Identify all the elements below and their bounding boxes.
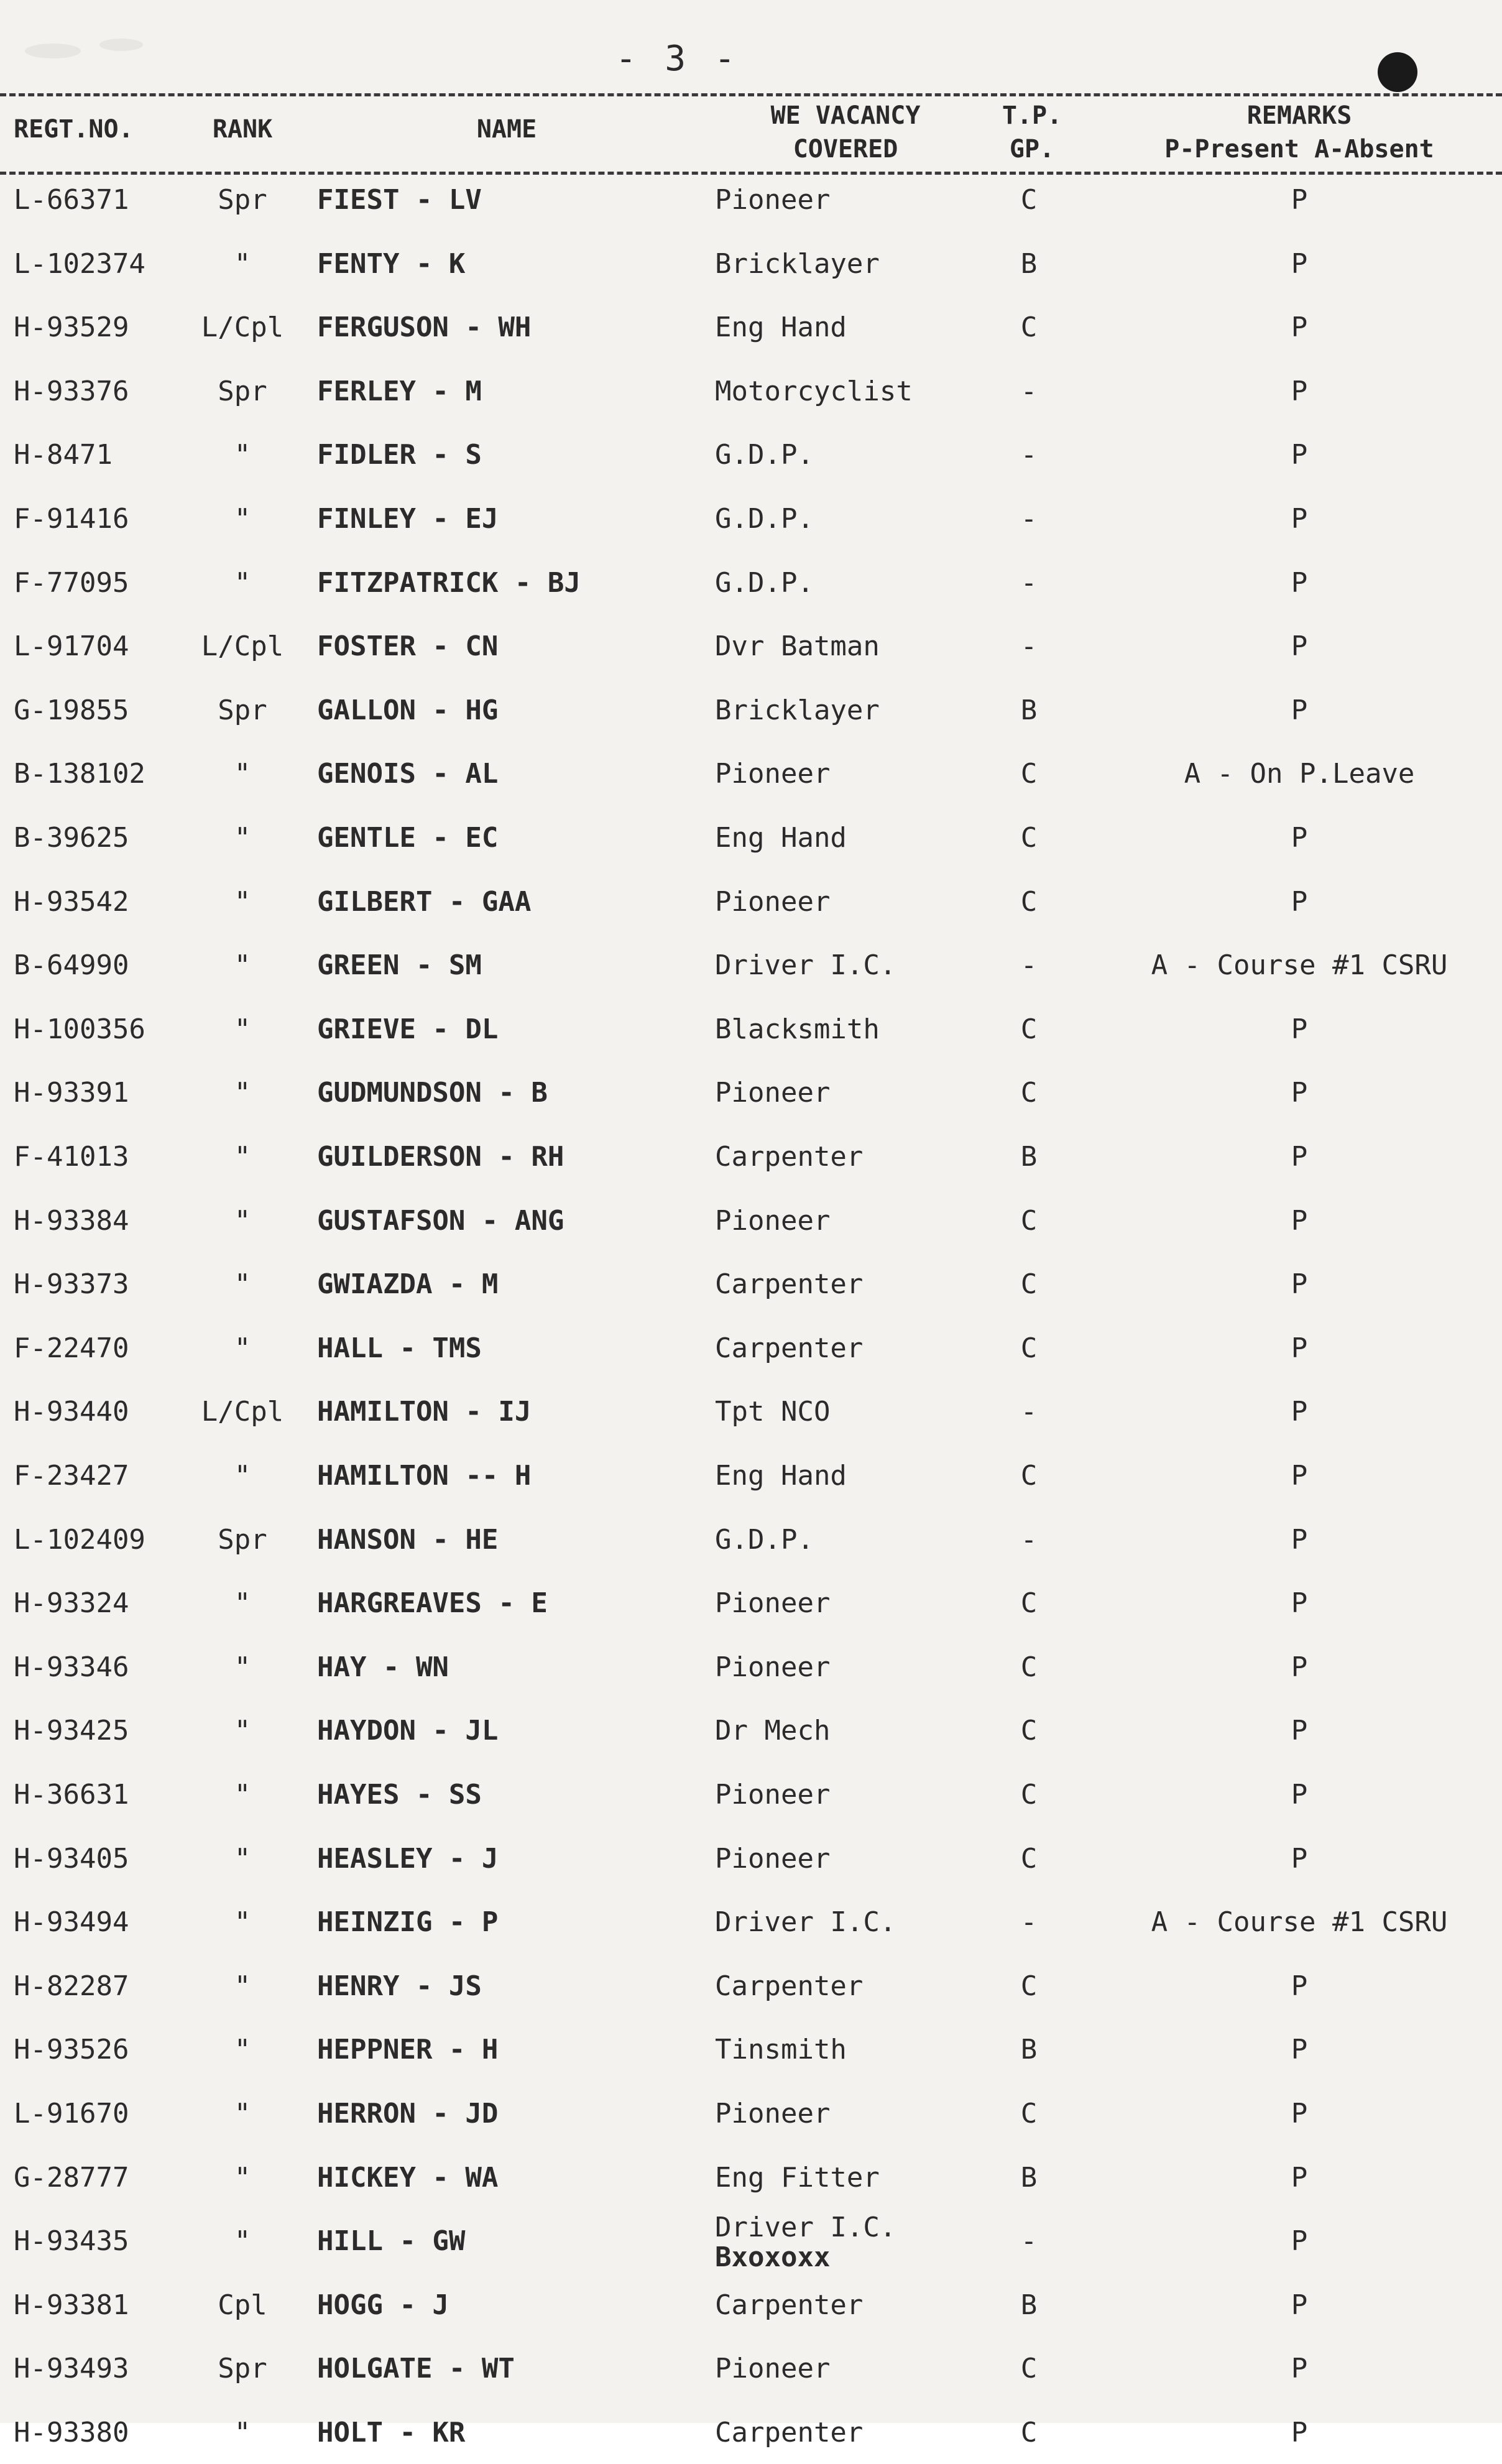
remarks-cell: P: [1291, 1779, 1308, 1811]
remarks-cell: P: [1291, 2225, 1308, 2257]
table-row: [0, 1317, 1502, 1380]
name-cell: HOLGATE - WT: [317, 2353, 515, 2384]
regt-no-cell: F-91416: [14, 503, 129, 535]
vacancy-cell: Blacksmith: [715, 1013, 880, 1045]
regt-no-cell: H-93346: [14, 1651, 129, 1683]
table-row: [0, 1955, 1502, 2018]
tp-group-cell: C: [1020, 311, 1038, 343]
regt-no-cell: B-138102: [14, 758, 145, 790]
regt-no-cell: H-93494: [14, 1906, 129, 1938]
tp-group-cell: -: [1020, 2225, 1038, 2257]
vacancy-cell: Carpenter: [715, 1332, 864, 1364]
name-cell: GILBERT - GAA: [317, 886, 532, 918]
remarks-cell: P: [1291, 2034, 1308, 2065]
vacancy-cell: Driver I.C.: [715, 1906, 896, 1938]
rank-cell: ": [234, 1141, 251, 1173]
regt-no-cell: H-100356: [14, 1013, 145, 1045]
regt-no-cell: F-41013: [14, 1141, 129, 1173]
rank-cell: ": [234, 1715, 251, 1746]
header-vacancy-line1: WE VACANCY: [770, 101, 921, 130]
rank-cell: ": [234, 248, 251, 280]
vacancy-cell: Pioneer: [715, 1843, 831, 1875]
vacancy-cell: Bricklayer: [715, 248, 880, 280]
rank-cell: ": [234, 2225, 251, 2257]
table-row: [0, 2402, 1502, 2464]
name-cell: HEPPNER - H: [317, 2034, 499, 2065]
tp-group-cell: C: [1020, 1013, 1038, 1045]
name-cell: GWIAZDA - M: [317, 1268, 499, 1300]
table-row: [0, 999, 1502, 1061]
table-row: [0, 2274, 1502, 2337]
regt-no-cell: H-93529: [14, 311, 129, 343]
table-row: [0, 2147, 1502, 2209]
name-cell: HOGG - J: [317, 2289, 449, 2321]
table-row: [0, 807, 1502, 869]
vacancy-cell: Dvr Batman: [715, 630, 880, 662]
vacancy-cell: Pioneer: [715, 1077, 831, 1109]
name-cell: HALL - TMS: [317, 1332, 482, 1364]
header-top-rule: [0, 93, 1502, 96]
tp-group-cell: C: [1020, 886, 1038, 918]
regt-no-cell: H-93384: [14, 1205, 129, 1237]
regt-no-cell: L-91704: [14, 630, 129, 662]
name-cell: FOSTER - CN: [317, 630, 499, 662]
vacancy-cell: G.D.P.: [715, 503, 814, 535]
remarks-cell: P: [1291, 248, 1308, 280]
table-row: [0, 1891, 1502, 1954]
rank-cell: Spr: [218, 694, 267, 726]
regt-no-cell: H-93526: [14, 2034, 129, 2065]
table-row: [0, 233, 1502, 295]
name-cell: GENTLE - EC: [317, 822, 499, 854]
remarks-cell: P: [1291, 1651, 1308, 1683]
vacancy-cell: Dr Mech: [715, 1715, 831, 1746]
regt-no-cell: H-93324: [14, 1587, 129, 1619]
rank-cell: ": [234, 1205, 251, 1237]
name-cell: HAMILTON -- H: [317, 1460, 532, 1492]
table-row: [0, 297, 1502, 359]
vacancy-cell: G.D.P.: [715, 439, 814, 471]
tp-group-cell: -: [1020, 949, 1038, 981]
table-row: [0, 2210, 1502, 2273]
rank-cell: ": [234, 1013, 251, 1045]
rank-cell: ": [234, 1843, 251, 1875]
name-cell: HENRY - JS: [317, 1970, 482, 2002]
name-cell: GUILDERSON - RH: [317, 1141, 564, 1173]
rank-cell: Spr: [218, 184, 267, 216]
tp-group-cell: -: [1020, 1396, 1038, 1428]
name-cell: GENOIS - AL: [317, 758, 499, 790]
remarks-cell: P: [1291, 1587, 1308, 1619]
rank-cell: ": [234, 822, 251, 854]
rank-cell: Spr: [218, 1524, 267, 1556]
regt-no-cell: H-93380: [14, 2417, 129, 2448]
name-cell: FIDLER - S: [317, 439, 482, 471]
regt-no-cell: H-36631: [14, 1779, 129, 1811]
rank-cell: ": [234, 1077, 251, 1109]
vacancy-cell: Pioneer: [715, 1779, 831, 1811]
tp-group-cell: B: [1020, 2289, 1038, 2321]
vacancy-cell: Pioneer: [715, 758, 831, 790]
rank-cell: ": [234, 1460, 251, 1492]
name-cell: HEASLEY - J: [317, 1843, 499, 1875]
tp-group-cell: C: [1020, 1715, 1038, 1746]
regt-no-cell: L-66371: [14, 184, 129, 216]
ink-blot: [1378, 52, 1417, 92]
regt-no-cell: L-102409: [14, 1524, 145, 1556]
remarks-cell: P: [1291, 1077, 1308, 1109]
remarks-cell: A - Course #1 CSRU: [1151, 1906, 1448, 1938]
tp-group-cell: B: [1020, 694, 1038, 726]
vacancy-cell: Pioneer: [715, 886, 831, 918]
rank-cell: L/Cpl: [201, 1396, 284, 1428]
rank-cell: Cpl: [218, 2289, 267, 2321]
name-cell: HARGREAVES - E: [317, 1587, 548, 1619]
remarks-cell: P: [1291, 2353, 1308, 2384]
rank-cell: ": [234, 758, 251, 790]
name-cell: FERLEY - M: [317, 376, 482, 407]
table-row: [0, 552, 1502, 614]
remarks-cell: P: [1291, 184, 1308, 216]
tp-group-cell: C: [1020, 184, 1038, 216]
regt-no-cell: H-93381: [14, 2289, 129, 2321]
name-cell: HAMILTON - IJ: [317, 1396, 532, 1428]
vacancy-cell: Carpenter: [715, 1970, 864, 2002]
rank-cell: ": [234, 886, 251, 918]
table-row: [0, 1445, 1502, 1507]
rank-cell: L/Cpl: [201, 311, 284, 343]
table-row: [0, 1253, 1502, 1316]
remarks-cell: P: [1291, 311, 1308, 343]
rank-cell: ": [234, 1651, 251, 1683]
table-row: [0, 361, 1502, 423]
tp-group-cell: C: [1020, 1077, 1038, 1109]
table-row: [0, 871, 1502, 933]
struck-out-text: Bxoxoxx: [715, 2241, 831, 2273]
table-row: [0, 1062, 1502, 1124]
vacancy-cell: Pioneer: [715, 184, 831, 216]
regt-no-cell: H-93405: [14, 1843, 129, 1875]
remarks-cell: P: [1291, 1460, 1308, 1492]
rank-cell: ": [234, 2162, 251, 2194]
rank-cell: ": [234, 2098, 251, 2129]
rank-cell: Spr: [218, 2353, 267, 2384]
vacancy-cell: G.D.P.: [715, 567, 814, 599]
page-number: - 3 -: [615, 39, 739, 79]
tp-group-cell: C: [1020, 1843, 1038, 1875]
name-cell: HEINZIG - P: [317, 1906, 499, 1938]
table-row: [0, 1126, 1502, 1188]
vacancy-cell: Driver I.C.: [715, 949, 896, 981]
paper-smudge: [25, 44, 81, 58]
regt-no-cell: B-64990: [14, 949, 129, 981]
regt-no-cell: L-91670: [14, 2098, 129, 2129]
rank-cell: L/Cpl: [201, 630, 284, 662]
name-cell: HOLT - KR: [317, 2417, 466, 2448]
rank-cell: ": [234, 439, 251, 471]
name-cell: FENTY - K: [317, 248, 466, 280]
remarks-cell: A - Course #1 CSRU: [1151, 949, 1448, 981]
name-cell: HANSON - HE: [317, 1524, 499, 1556]
table-row: [0, 424, 1502, 486]
tp-group-cell: C: [1020, 1970, 1038, 2002]
remarks-cell: P: [1291, 2289, 1308, 2321]
tp-group-cell: C: [1020, 1268, 1038, 1300]
tp-group-cell: C: [1020, 1651, 1038, 1683]
tp-group-cell: C: [1020, 758, 1038, 790]
name-cell: HAYDON - JL: [317, 1715, 499, 1746]
tp-group-cell: B: [1020, 2034, 1038, 2065]
tp-group-cell: C: [1020, 1779, 1038, 1811]
table-row: [0, 616, 1502, 678]
table-row: [0, 2338, 1502, 2400]
rank-cell: ": [234, 2417, 251, 2448]
name-cell: HILL - GW: [317, 2225, 466, 2257]
regt-no-cell: G-19855: [14, 694, 129, 726]
header-remarks-line2: P-Present A-Absent: [1164, 135, 1434, 164]
regt-no-cell: H-82287: [14, 1970, 129, 2002]
regt-no-cell: H-8471: [14, 439, 113, 471]
remarks-cell: P: [1291, 1843, 1308, 1875]
tp-group-cell: C: [1020, 1332, 1038, 1364]
remarks-cell: P: [1291, 2162, 1308, 2194]
remarks-cell: P: [1291, 1715, 1308, 1746]
vacancy-cell: Eng Hand: [715, 1460, 847, 1492]
name-cell: GRIEVE - DL: [317, 1013, 499, 1045]
remarks-cell: P: [1291, 1013, 1308, 1045]
name-cell: GREEN - SM: [317, 949, 482, 981]
regt-no-cell: H-93425: [14, 1715, 129, 1746]
table-row: [0, 1509, 1502, 1571]
tp-group-cell: B: [1020, 248, 1038, 280]
table-row: [0, 1828, 1502, 1890]
vacancy-cell: Carpenter: [715, 1141, 864, 1173]
table-row: [0, 934, 1502, 997]
vacancy-cell: Carpenter: [715, 2417, 864, 2448]
name-cell: FINLEY - EJ: [317, 503, 499, 535]
header-rank: RANK: [212, 115, 273, 144]
rank-cell: ": [234, 1587, 251, 1619]
regt-no-cell: F-77095: [14, 567, 129, 599]
remarks-cell: P: [1291, 1205, 1308, 1237]
name-cell: HERRON - JD: [317, 2098, 499, 2129]
vacancy-cell: Bricklayer: [715, 694, 880, 726]
name-cell: FERGUSON - WH: [317, 311, 532, 343]
regt-no-cell: H-93440: [14, 1396, 129, 1428]
rank-cell: ": [234, 1906, 251, 1938]
tp-group-cell: C: [1020, 2417, 1038, 2448]
regt-no-cell: B-39625: [14, 822, 129, 854]
remarks-cell: P: [1291, 886, 1308, 918]
remarks-cell: P: [1291, 630, 1308, 662]
header-name: NAME: [476, 115, 537, 144]
regt-no-cell: F-23427: [14, 1460, 129, 1492]
tp-group-cell: -: [1020, 1524, 1038, 1556]
remarks-cell: P: [1291, 567, 1308, 599]
rank-cell: ": [234, 1970, 251, 2002]
tp-group-cell: -: [1020, 567, 1038, 599]
remarks-cell: P: [1291, 694, 1308, 726]
table-row: [0, 2083, 1502, 2145]
tp-group-cell: C: [1020, 822, 1038, 854]
vacancy-cell: Tpt NCO: [715, 1396, 831, 1428]
rank-cell: ": [234, 567, 251, 599]
tp-group-cell: C: [1020, 2353, 1038, 2384]
tp-group-cell: -: [1020, 1906, 1038, 1938]
vacancy-cell: G.D.P.: [715, 1524, 814, 1556]
table-row: [0, 743, 1502, 805]
regt-no-cell: H-93493: [14, 2353, 129, 2384]
paper-smudge: [99, 39, 143, 51]
table-row: [0, 488, 1502, 550]
regt-no-cell: H-93542: [14, 886, 129, 918]
remarks-cell: P: [1291, 1268, 1308, 1300]
vacancy-cell: Eng Fitter: [715, 2162, 880, 2194]
vacancy-cell: Eng Hand: [715, 822, 847, 854]
remarks-cell: P: [1291, 1524, 1308, 1556]
vacancy-cell: Eng Hand: [715, 311, 847, 343]
regt-no-cell: L-102374: [14, 248, 145, 280]
rank-cell: ": [234, 1268, 251, 1300]
tp-group-cell: C: [1020, 2098, 1038, 2129]
name-cell: FITZPATRICK - BJ: [317, 567, 581, 599]
remarks-cell: P: [1291, 503, 1308, 535]
table-row: [0, 1764, 1502, 1826]
header-tp-line2: GP.: [1009, 135, 1055, 164]
vacancy-cell: Carpenter: [715, 1268, 864, 1300]
header-remarks-line1: REMARKS: [1246, 101, 1352, 130]
remarks-cell: P: [1291, 1141, 1308, 1173]
remarks-cell: P: [1291, 2098, 1308, 2129]
remarks-cell: P: [1291, 822, 1308, 854]
table-row: [0, 1381, 1502, 1443]
vacancy-cell: Pioneer: [715, 2353, 831, 2384]
vacancy-cell: Tinsmith: [715, 2034, 847, 2065]
vacancy-cell: Pioneer: [715, 1587, 831, 1619]
rank-cell: ": [234, 503, 251, 535]
vacancy-cell: [715, 2210, 995, 2273]
vacancy-text: Driver I.C.: [715, 2212, 896, 2243]
tp-group-cell: B: [1020, 1141, 1038, 1173]
name-cell: GUSTAFSON - ANG: [317, 1205, 564, 1237]
remarks-cell: P: [1291, 1332, 1308, 1364]
regt-no-cell: G-28777: [14, 2162, 129, 2194]
table-row: [0, 1700, 1502, 1762]
tp-group-cell: B: [1020, 2162, 1038, 2194]
table-row: [0, 1572, 1502, 1635]
tp-group-cell: C: [1020, 1460, 1038, 1492]
regt-no-cell: F-22470: [14, 1332, 129, 1364]
tp-group-cell: C: [1020, 1205, 1038, 1237]
rank-cell: ": [234, 949, 251, 981]
vacancy-cell: Carpenter: [715, 2289, 864, 2321]
tp-group-cell: -: [1020, 503, 1038, 535]
tp-group-cell: -: [1020, 439, 1038, 471]
table-row: [0, 169, 1502, 231]
table-row: [0, 2019, 1502, 2081]
table-row: [0, 680, 1502, 742]
remarks-cell: A - On P.Leave: [1184, 758, 1415, 790]
rank-cell: ": [234, 1332, 251, 1364]
tp-group-cell: -: [1020, 376, 1038, 407]
regt-no-cell: H-93435: [14, 2225, 129, 2257]
tp-group-cell: C: [1020, 1587, 1038, 1619]
name-cell: HICKEY - WA: [317, 2162, 499, 2194]
name-cell: FIEST - LV: [317, 184, 482, 216]
table-row: [0, 1636, 1502, 1699]
rank-cell: ": [234, 2034, 251, 2065]
header-tp-line1: T.P.: [1002, 101, 1062, 130]
header-vacancy-line2: COVERED: [793, 135, 898, 164]
vacancy-cell: Motorcyclist: [715, 376, 913, 407]
remarks-cell: P: [1291, 2417, 1308, 2448]
name-cell: GUDMUNDSON - B: [317, 1077, 548, 1109]
rank-cell: ": [234, 1779, 251, 1811]
name-cell: GALLON - HG: [317, 694, 499, 726]
regt-no-cell: H-93391: [14, 1077, 129, 1109]
remarks-cell: P: [1291, 439, 1308, 471]
name-cell: HAY - WN: [317, 1651, 449, 1683]
vacancy-cell: Pioneer: [715, 2098, 831, 2129]
name-cell: HAYES - SS: [317, 1779, 482, 1811]
rank-cell: Spr: [218, 376, 267, 407]
remarks-cell: P: [1291, 1396, 1308, 1428]
regt-no-cell: H-93376: [14, 376, 129, 407]
header-regt-no: REGT.NO.: [14, 115, 134, 144]
remarks-cell: P: [1291, 376, 1308, 407]
vacancy-cell: Pioneer: [715, 1205, 831, 1237]
remarks-cell: P: [1291, 1970, 1308, 2002]
regt-no-cell: H-93373: [14, 1268, 129, 1300]
table-row: [0, 1190, 1502, 1252]
vacancy-cell: Pioneer: [715, 1651, 831, 1683]
tp-group-cell: -: [1020, 630, 1038, 662]
